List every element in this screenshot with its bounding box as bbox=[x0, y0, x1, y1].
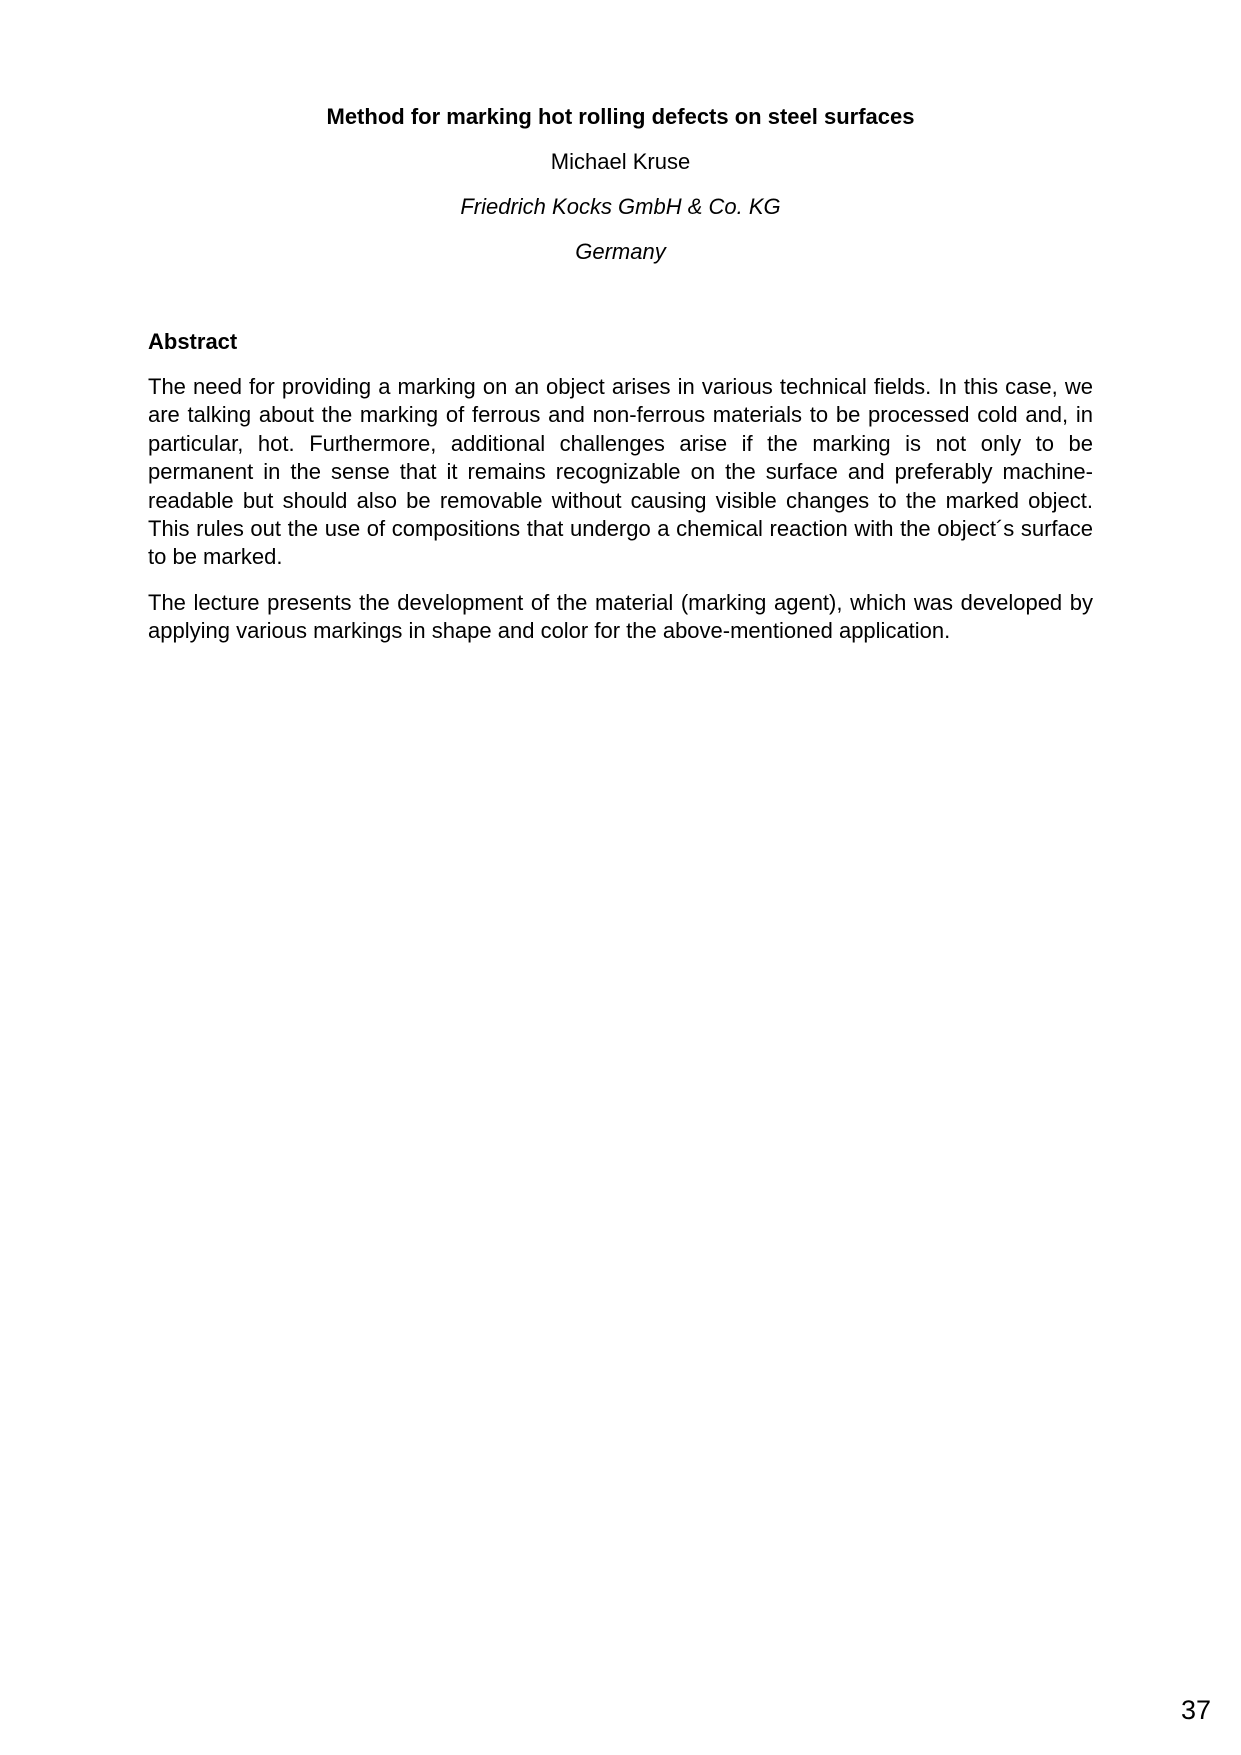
page-number: 37 bbox=[1180, 1695, 1211, 1725]
abstract-paragraph: The lecture presents the development of the material (marking agent), which was developed by applying various markings in shape and color for the above-mentioned application. bbox=[148, 590, 1093, 644]
author-country: Germany bbox=[575, 239, 666, 264]
author-affiliation: Friedrich Kocks GmbH & Co. KG bbox=[460, 194, 781, 219]
abstract-paragraph: The need for providing a marking on an object arises in various technical fields. In this case, we are talking about the marking of ferrous and non-ferrous materials to be processed cold and, in particular, hot. Furthermore, additional challenges arise if the marking is not only to be permanent in the sense that it remains recognizable on the surface and preferably machine-readable but should also be removable without causing visible changes to the marked object. This rules out the use of compositions that undergo a chemical reaction with the object´s surface to be marked. bbox=[148, 374, 1093, 570]
abstract-heading: Abstract bbox=[148, 329, 238, 354]
paper-title: Method for marking hot rolling defects on steel surfaces bbox=[326, 104, 915, 129]
author-name: Michael Kruse bbox=[550, 149, 691, 174]
